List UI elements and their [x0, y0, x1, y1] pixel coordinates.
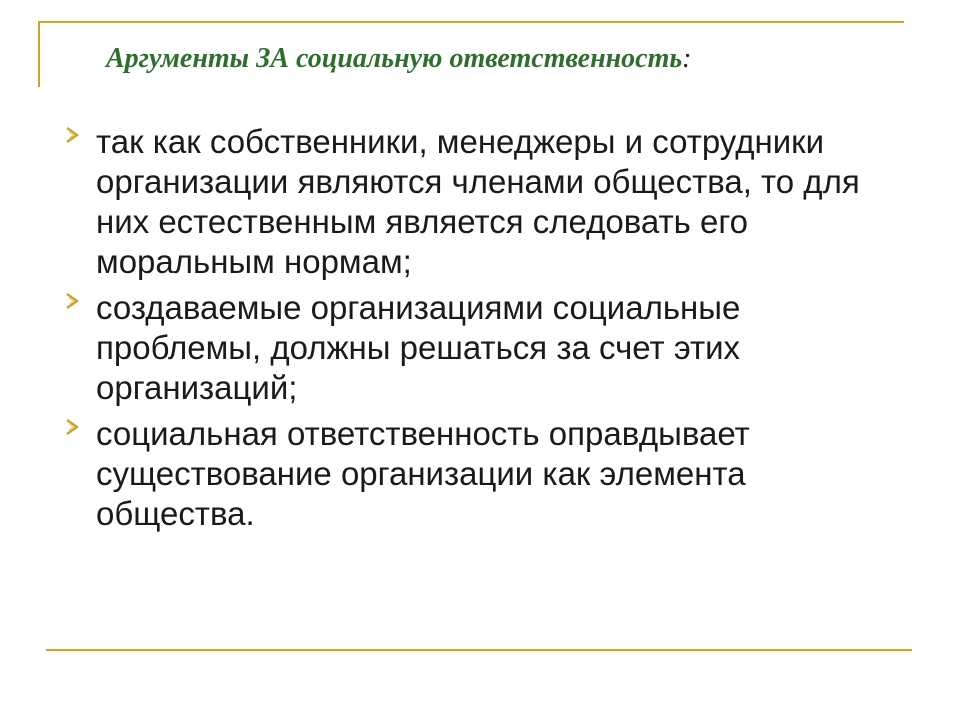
bullet-text: так как собственники, менеджеры и сотрудники организации являются членами общества, то для них естественным является следовать его моральным нормам;: [96, 123, 860, 280]
chevron-right-arrow-icon: [64, 123, 82, 147]
chevron-right-arrow-icon: [64, 415, 82, 439]
bullet-item: [64, 288, 894, 408]
bullet-text: социальная ответственность оправдывает существование организации как элемента общества.: [96, 415, 750, 532]
bullet-item: [64, 122, 894, 282]
frame-top-rule: [38, 21, 904, 23]
bullet-list: [64, 122, 894, 540]
bullet-text: создаваемые организациями социальные проблемы, должны решаться за счет этих организаций;: [96, 289, 741, 406]
bullet-item: [64, 414, 894, 534]
frame-bottom-rule: [46, 649, 912, 651]
slide-title: [106, 43, 906, 75]
slide-title-colon: :: [682, 43, 692, 74]
frame-left-rule: [38, 21, 40, 87]
slide-title-text: Аргументы ЗА социальную ответственность: [106, 43, 683, 74]
chevron-right-arrow-icon: [64, 289, 82, 313]
